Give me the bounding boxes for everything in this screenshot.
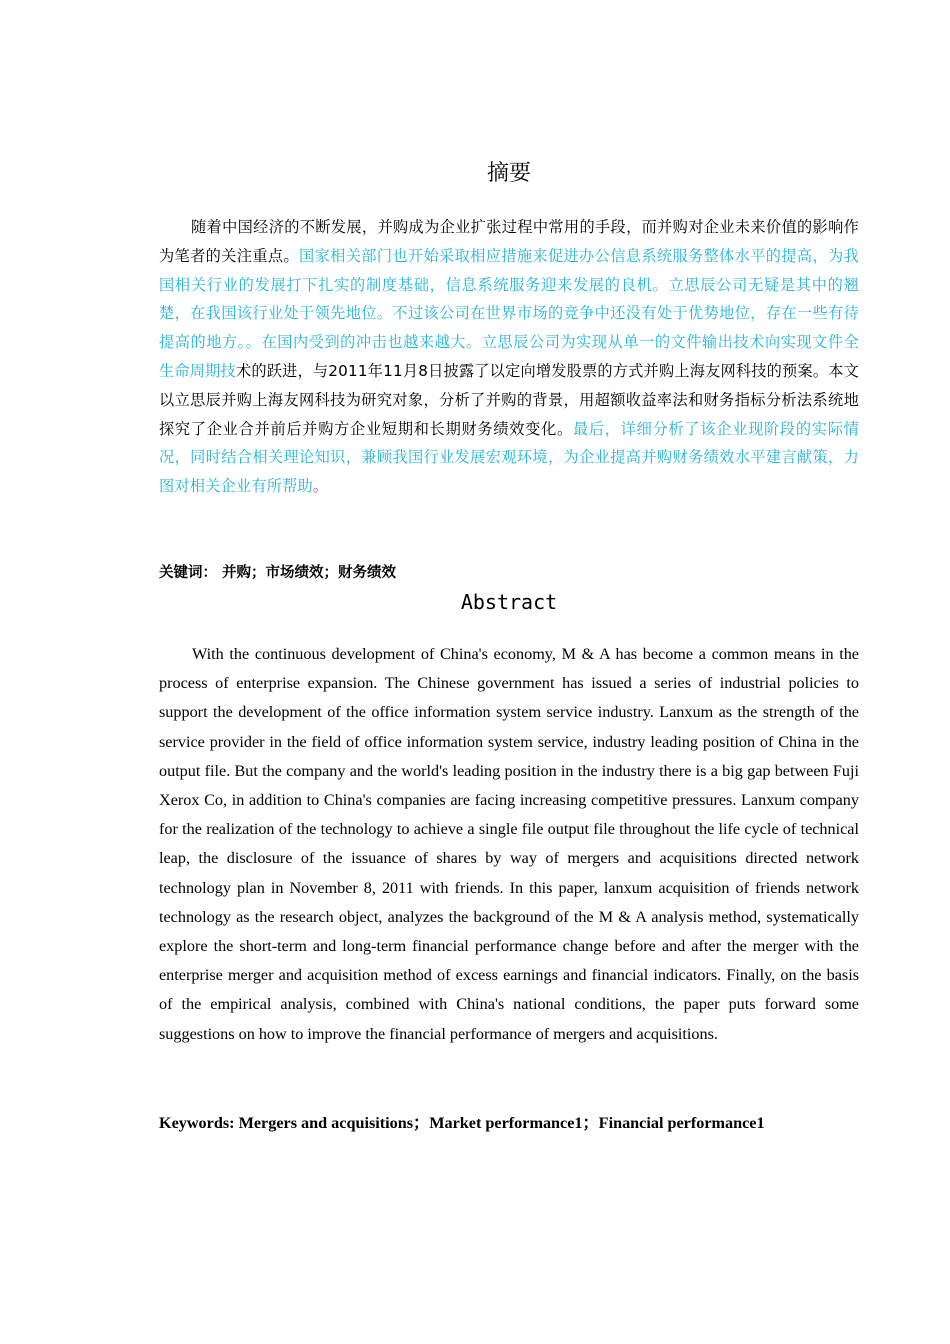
- abstract-cn-title: 摘要: [486, 161, 531, 186]
- abstract-cn-segment-2-highlight: 国家相关部门也开始采取相应措施来促进办公信息系统服务整体水平的提高，为我国相关行业的发展打下扎实的制度基础，信息系统服务迎来发展的良机。立思辰公司无疑是其中的翘楚，在我国该行业处于领先地位。不过该公司在世界市场的竞争中还没有处于优势地位，存在一些有待提高的地方。。在国内受到的冲击也越来越大。立思辰公司为实现从单一的文件输出技术向实现文件全生命周期技: [159, 246, 859, 380]
- keywords-cn: 关键词： 并购；市场绩效；财务绩效: [159, 565, 397, 581]
- abstract-cn-segment-5-highlight: 。: [312, 477, 329, 496]
- abstract-cn-segment-4-highlight: 最后，详细分析了该企业现阶段的实际情况，同时结合相关理论知识，兼顾我国行业发展宏观环境，为企业提高并购财务绩效水平建言献策，力图对相关企业有所帮助: [159, 419, 859, 496]
- abstract-cn-body: [159, 213, 859, 501]
- abstract-cn-segment-3: 术的跃进，与2011年11月8日披露了以定向增发股票的方式并购上海友网科技的预案。本文以立思辰并购上海友网科技为研究对象，分析了并购的背景，用超额收益率法和财务指标分析法系统地探究了企业合并前后并购方企业短期和长期财务绩效变化。: [159, 361, 859, 438]
- keywords-en: Keywords: Mergers and acquisitions；Market performance1；Financial performance1: [159, 1114, 765, 1132]
- abstract-cn-segment-1: 随着中国经济的不断发展，并购成为企业扩张过程中常用的手段，而并购对企业未来价值的影响作为笔者的关注重点。: [159, 218, 859, 265]
- abstract-en-title: Abstract: [460, 590, 558, 614]
- abstract-en-body: With the continuous development of China's economy, M & A has become a common means in the process of enterprise expansion. The Chinese government has issued a series of industrial policies to support the development of the office information system service industry. Lanxum as the strength of the service provider in the field of office information system service, industry leading position of China in the output file. But the company and the world's leading position in the industry there is a big gap between Fuji Xerox Co, in addition to China's companies are facing increasing competitive pressures. Lanxum company for the realization of the technology to achieve a single file output file throughout the life cycle of technical leap, the disclosure of the issuance of shares by way of mergers and acquisitions directed network technology plan in November 8, 2011 with friends. In this paper, lanxum acquisition of friends network technology as the research object, analyzes the background of the M & A analysis method, systematically explore the short-term and long-term financial performance change before and after the merger with the enterprise merger and acquisition method of excess earnings and financial indicators. Finally, on the basis of the empirical analysis, combined with China's national conditions, the paper puts forward some suggestions on how to improve the financial performance of mergers and acquisitions.: [159, 645, 859, 1043]
